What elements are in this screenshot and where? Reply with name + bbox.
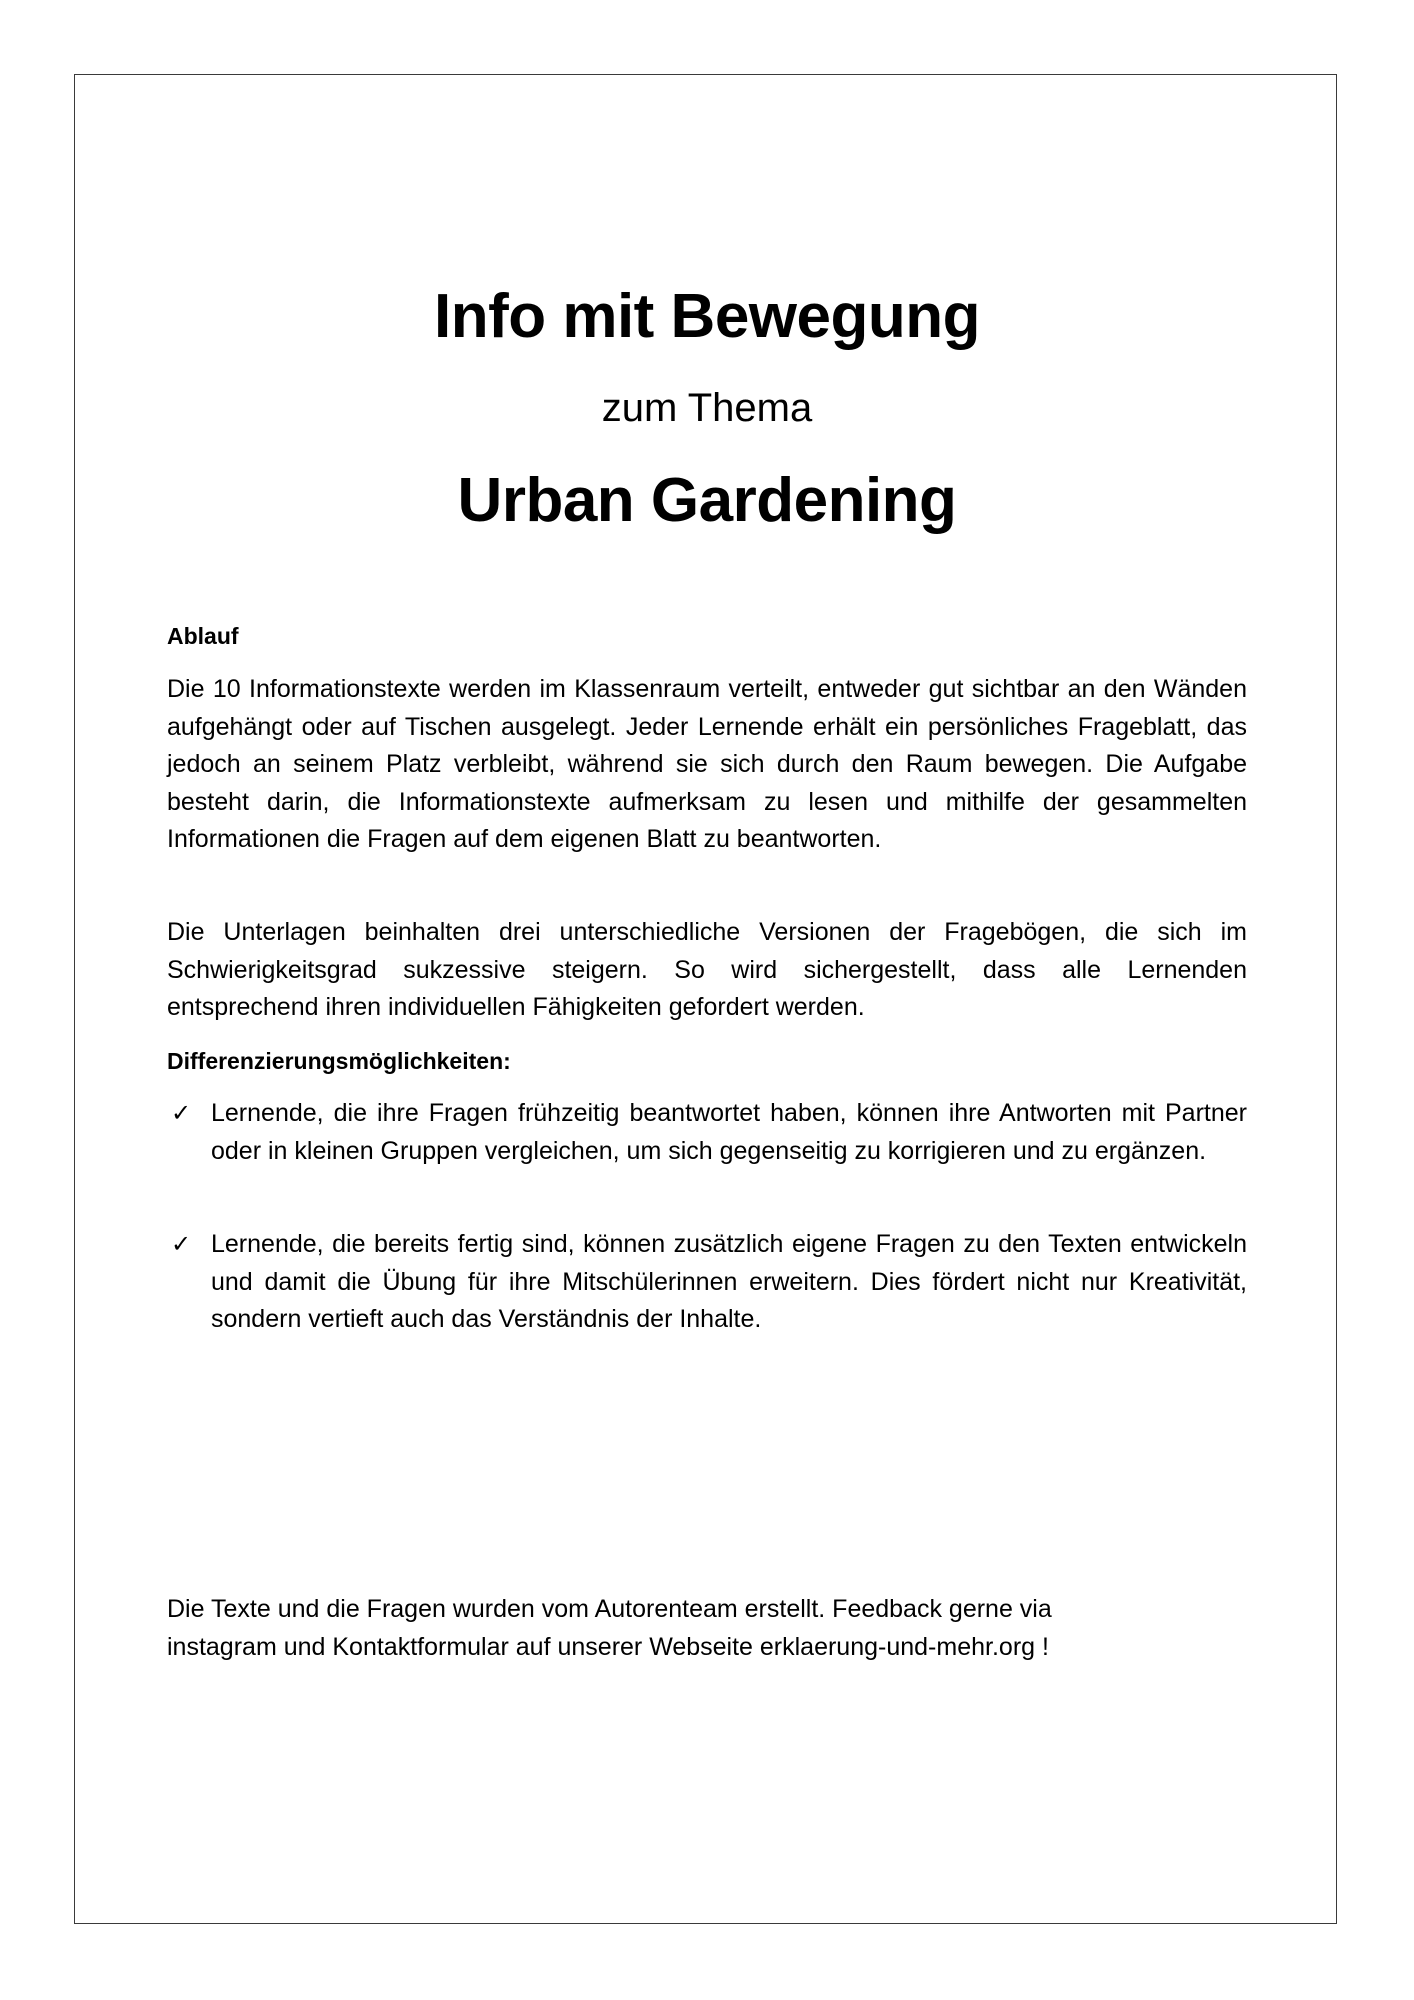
differenzierung-item — [167, 1226, 1247, 1339]
footer-line: Die Texte und die Fragen wurden vom Autorenteam erstellt. Feedback gerne via — [167, 1595, 1052, 1623]
checkmark-icon: ✓ — [171, 1100, 192, 1127]
footer-note — [167, 1590, 1247, 1666]
ablauf-paragraph-2: Die Unterlagen beinhalten drei unterschiedliche Versionen der Fragebögen, die sich im Schwierigkeitsgrad sukzessive steigern. So wird sichergestellt, dass alle Lernenden entsprechend ihren individuellen Fähigkeiten gefordert werden. — [167, 918, 1247, 1021]
differenzierung-item-text: Lernende, die ihre Fragen frühzeitig beantwortet haben, können ihre Antworten mit Partner oder in kleinen Gruppen vergleichen, um sich gegenseitig zu korrigieren und zu ergänzen. — [211, 1099, 1247, 1165]
document-subtitle: zum Thema — [601, 386, 813, 430]
differenzierung-item-text: Lernende, die bereits fertig sind, können zusätzlich eigene Fragen zu den Texten entwickeln und damit die Übung für ihre Mitschülerinnen erweitern. Dies fördert nicht nur Kreativität, sondern vertieft auch das Verständnis der Inhalte. — [211, 1230, 1247, 1333]
differenzierung-item — [167, 1095, 1247, 1170]
footer-line: instagram und Kontaktformular auf unserer Webseite erklaerung-und-mehr.org ! — [167, 1633, 1049, 1661]
document-topic: Urban Gardening — [457, 466, 957, 535]
section-heading-ablauf: Ablauf — [167, 623, 239, 649]
document-title: Info mit Bewegung — [433, 282, 981, 351]
section-heading-differenzierung: Differenzierungsmöglichkeiten: — [167, 1048, 511, 1074]
ablauf-paragraph-1: Die 10 Informationstexte werden im Klassenraum verteilt, entweder gut sichtbar an den Wänden aufgehängt oder auf Tischen ausgelegt. Jeder Lernende erhält ein persönliches Frageblatt, das jedoch an seinem Platz verbleibt, während sie sich durch den Raum bewegen. Die Aufgabe besteht darin, die Informationstexte aufmerksam zu lesen und mithilfe der gesammelten Informationen die Fragen auf dem eigenen Blatt zu beantworten. — [167, 675, 1247, 853]
checkmark-icon: ✓ — [171, 1231, 192, 1258]
